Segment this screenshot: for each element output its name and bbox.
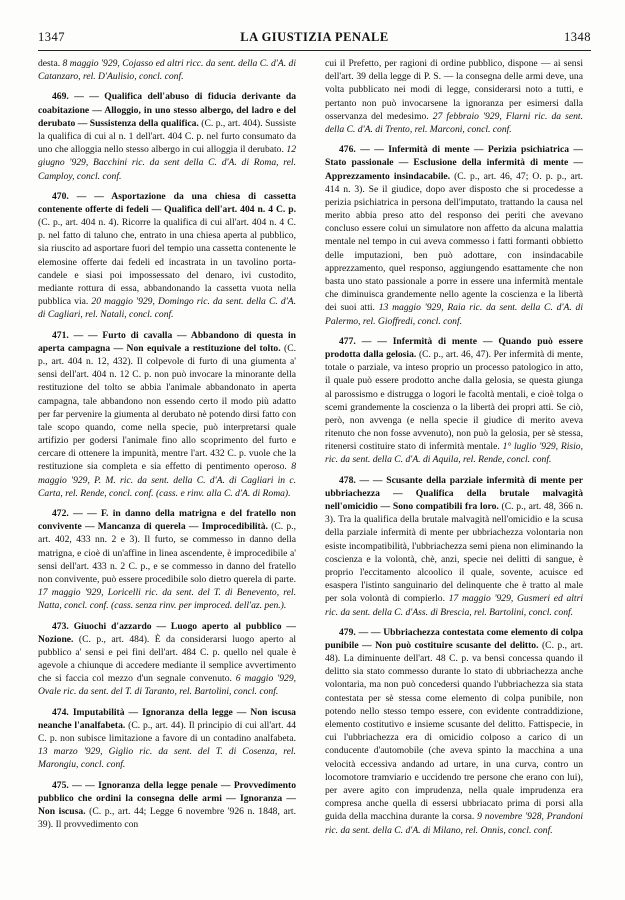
page-number-left: 1347 — [38, 30, 65, 44]
entry-469: 469. — — Qualifica dell'abuso di fiducia derivante da coabitazione — Alloggio, in uno stesso albergo, del ladro e del derubato — Sussistenza della qualifica. (C. p., art. 404). Sussiste la qualifica di cui al n. 1 dell'art. 404 C. p. nel furto consumato da uno che alloggia nello stesso albergo in cui alloggia il derubato. 12 giugno '929, Bacchini ric. da sent della C. d'A. di Roma, rel. Camploy, concl. conf. — [38, 91, 296, 182]
entry-472: 472. — — F. in danno della matrigna e del fratello non convivente — Mancanza di querela — Improcedibilità. (C. p., art. 402, 433 nn. 2 e 3). Il furto, se commesso in danno della matrigna, e cioè di un'affine in linea ascendente, è improcedibile a' sensi dell'art. 433 n. 2 C. p., e se commesso in danno del fratello non convivente, può essere procedibile solo dietro querela di parte. 17 maggio '929, Loricelli ric. da sent. del T. di Benevento, rel. Natta, concl. conf. (cass. senza rinv. per improced. dell'az. pen.). — [38, 508, 296, 612]
entry-476: 476. — — Infermità di mente — Perizia psichiatrica — Stato passionale — Esclusione della infermità di mente — Apprezzamento insindacabile. (C. p., art. 46, 47; O. p. p., art. 414 n. 3). Se il giudice, dopo aver disposto che si procedesse a perizia psichiatrica in persona dell'imputato, trattando la causa nel merito abbia preso atto del responso dei periti che avevano concluso essere colui un simulatore non affetto da alcuna malattia mentale nel tempo in cui aveva commesso i fatti formanti obbietto delle imputazioni, ben può adottare, con insindacabile apprezzamento, quel responso, aggiungendo esattamente che non basta uno stato passionale a porre in essere una infermità mentale che diminuisca grandemente nello agente la coscienza e la libertà dei suoi atti. 13 maggio '929, Raia ric. da sent. della C. d'A. di Palermo, rel. Gioffredi, concl. conf. — [325, 144, 583, 327]
journal-title: LA GIUSTIZIA PENALE — [240, 30, 389, 44]
entry-475-continuation: cui il Prefetto, per ragioni di ordine pubblico, dispone — ai sensi dell'art. 39 della legge di P. S. — la consegna delle armi deve, una volta pubblicato nei modi di legge, considerarsi noto a tutti, e pertanto non può invocarsene la ignoranza per esimersi dalla osservanza del medesimo. 27 febbraio '929, Flarni ric. da sent. della C. d'A. di Trento, rel. Marconi, concl. conf. — [325, 58, 583, 135]
entry-479: 479. — — Ubbriachezza contestata come elemento di colpa punibile — Non può costituire scusante del delitto. (C. p., art. 48). La diminuente dell'art. 48 C. p. va bensì concessa quando il delitto sia stato commesso durante lo stato di ubbriachezza anche volontaria, ma non può concedersi quando l'ubbriachezza sia stata contestata per sè stessa come elemento di colpa punibile, non potendo nello stesso tempo essere, con evidente contraddizione, elemento costitutivo e insieme scusante del delitto. Fattispecie, in cui l'ubbriachezza era di omicidio colposo a carico di un conducente d'automobile (che aveva spinto la macchina a una velocità eccessiva andando ad urtare, in una curva, contro un locomotore tramviario e uccidendo tre persone che erano con lui), per avere agito con imprudenza, nella quale imprudenza era compresa anche quella di essersi ubbriacato prima di porsi alla guida della macchina durante la corsa. 9 novembre '928, Prandoni ric. da sent. della C. d'A. di Milano, rel. Onnis, concl. conf. — [325, 626, 583, 836]
entry-473: 473. Giuochi d'azzardo — Luogo aperto al pubblico — Nozione. (C. p., art. 484). È da considerarsi luogo aperto al pubblico a' sensi e pei fini dell'art. 484 C. p. quello nel quale è agevole a chiunque di accedere mediante il semplice avvertimento che si faccia col mezzo d'un segnale convenuto. 6 maggio '929, Ovale ric. da sent. del T. di Taranto, rel. Bartolini, concl. conf. — [38, 620, 297, 698]
running-header — [38, 30, 591, 46]
entry-478: 478. — — Scusante della parziale infermità di mente per ubbriachezza — Qualifica della brutale malvagità nell'omicidio — Sono compatibili fra loro. (C. p., art. 48, 366 n. 3). Tra la qualifica della brutale malvagità nell'omicidio e la scusa della parziale infermità di mente per ubbriachezza volontaria non esiste incompatibilità, l'ubbriachezza semi piena non eliminando la coscienza e la volontà, chè, anzi, specie nei delitti di sangue, è proprio l'eccitamento alcoolico il quale, sovente, acuisce ed esaspera l'istinto sanguinario del delinquente che è tratto al male per sola volontà di compierlo. 17 maggio '929, Gusmeri ed altri ric. da sent. della C. d'Ass. di Brescia, rel. Bartolini, concl. conf. — [325, 474, 584, 618]
page-number-right: 1348 — [564, 30, 591, 44]
left-column — [38, 57, 296, 838]
entry-474: 474. Imputabilità — Ignoranza della legge — Non iscusa neanche l'analfabeta. (C. p., art. 44). Il principio di cui all'art. 44 C. p. non subisce limitazione a favore di un contadino analfabeta. 13 marzo '929, Giglio ric. da sent. del T. di Cosenza, rel. Marongiu, concl. conf. — [38, 706, 296, 771]
entry-continuation: desta. 8 maggio '929, Cojasso ed altri ricc. da sent. della C. d'A. di Catanzaro, rel. D'Aulisio, concl. conf. — [38, 58, 296, 83]
entry-470: 470. — — Asportazione da una chiesa di cassetta contenente offerte di fedeli — Qualifica dell'art. 404 n. 4 C. p. (C. p., art. 404 n. 4). Ricorre la qualifica di cui all'art. 404 n. 4 C. p. nel fatto di taluno che, entrato in una chiesa aperta al pubblico, sia riuscito ad asportare fuori del tempio una cassetta contenente le elemosine offerte dai fedeli ed incastrata in un tavolino porta-candele e siasi poi impossessato del denaro, ivi custodito, mediante rottura di essa, abbandonando la cassetta vuota nella pubblica via. 20 maggio '929, Domingo ric. da sent. della C. d'A. di Cagliari, rel. Natali, concl. conf. — [38, 190, 297, 321]
right-column — [325, 57, 583, 844]
entry-477: 477. — — Infermità di mente — Quando può essere prodotta dalla gelosia. (C. p., art. 46, 47). Per infermità di mente, totale o parziale, va inteso proprio un processo patologico in atto, il quale può essere prodotto anche dalla gelosia, se questa giunga al parossismo e distrugga o logori le facoltà mentali, e cioè tolga o scemi grandemente la coscienza o la libertà dei propri atti. Se ciò, però, non avvenga (e nella specie il giudice di merito aveva ritenuto che non fosse avvenuto), non può la gelosia, per sè stessa, ritenersi costituire stato di infermità mentale. 1° luglio '929, Risio, ric. da sent. della C. d'A. di Aquila, rel. Rende, concl. conf. — [325, 335, 583, 466]
header-rule — [38, 50, 591, 51]
entry-471: 471. — — Furto di cavalla — Abbandono di questa in aperta campagna — Non equivale a restituzione del tolto. (C. p., art. 404 n. 12, 432). Il colpevole di furto di una giumenta a' sensi dell'art. 404 n. 12 C. p. non può invocare la minorante della restituzione del tolto se abbia l'animale abbandonato in aperta campagna, tale abbandono non essendo certo il modo più adatto per far pervenire la giumenta al derubato nè potendo dirsi fatto con tale scopo quando, come nella specie, può interpretarsi quale artifizio per godersi l'animale fino allo scoprimento del furto e cercare di ottenere la impunità, mentre l'art. 432 C. p. vuole che la restituzione sia completa e sia effetto di pentimento operoso. 8 maggio '929, P. M. ric. da sent. della C. d'A. di Cagliari in c. Carta, rel. Rende, concl. conf. (cass. e rinv. alla C. d'A. di Roma). — [38, 329, 297, 499]
entry-475: 475. — — Ignoranza della legge penale — Provvedimento pubblico che ordini la consegna delle armi — Ignoranza — Non iscusa. (C. p., art. 44; Legge 6 novembre '926 n. 1848, art. 39). Il provvedimento con — [38, 779, 296, 831]
